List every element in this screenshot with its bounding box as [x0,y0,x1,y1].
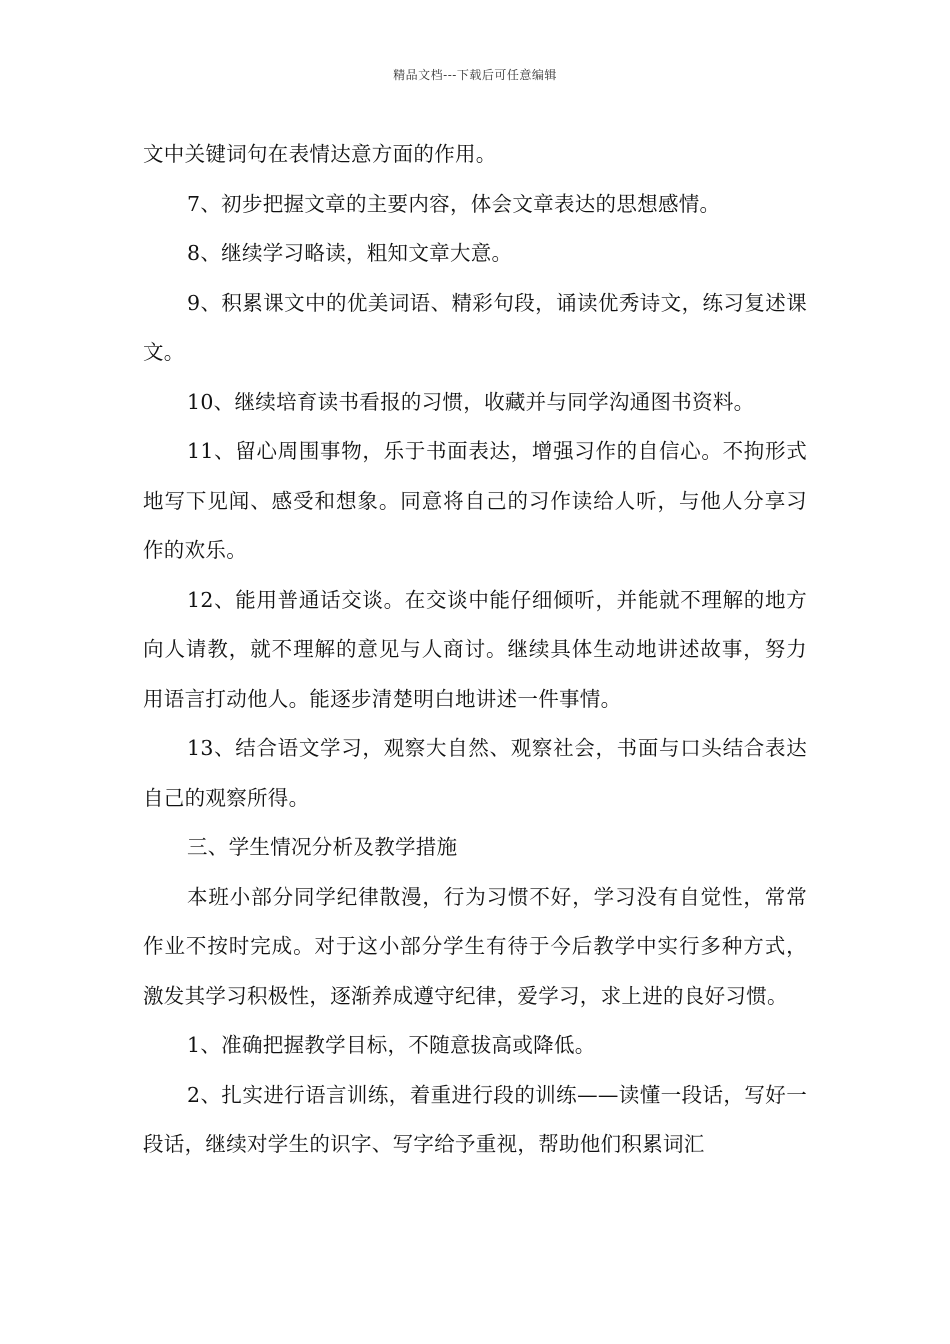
document-body [143,130,807,1170]
page-header: 精品文档---下载后可任意编辑 [393,68,557,82]
paragraph-item-7: 7、初步把握文章的主要内容，体会文章表达的思想感情。 [187,191,721,216]
paragraph-item-10: 10、继续培育读书看报的习惯，收藏并与同学沟通图书资料。 [187,389,755,414]
paragraph-continuation: 文中关键词句在表情达意方面的作用。 [143,142,497,166]
paragraph-item-9: 9、积累课文中的优美词语、精彩句段，诵读优秀诗文，练习复述课文。 [143,290,807,364]
paragraph-measure-2: 2、扎实进行语言训练，着重进行段的训练——读懂一段话，写好一段话，继续对学生的识字、写字给予重视，帮助他们积累词汇 [143,1082,807,1156]
paragraph-item-8: 8、继续学习略读，粗知文章大意。 [187,241,513,265]
paragraph-item-12: 12、能用普通话交谈。在交谈中能仔细倾听，并能就不理解的地方向人请教，就不理解的意见与人商讨。继续具体生动地讲述故事，努力用语言打动他人。能逐步清楚明白地讲述一件事情。 [143,587,807,711]
paragraph-analysis: 本班小部分同学纪律散漫，行为习惯不好，学习没有自觉性，常常作业不按时完成。对于这小部分学生有待于今后教学中实行多种方式，激发其学习积极性，逐渐养成遵守纪律，爱学习，求上进的良好习惯。 [143,884,807,1008]
section-heading: 三、学生情况分析及教学措施 [187,835,458,859]
paragraph-item-13: 13、结合语文学习，观察大自然、观察社会，书面与口头结合表达自己的观察所得。 [143,736,807,810]
paragraph-item-11: 11、留心周围事物，乐于书面表达，增强习作的自信心。不拘形式地写下见闻、感受和想象。同意将自己的习作读给人听，与他人分享习作的欢乐。 [143,439,807,562]
paragraph-measure-1: 1、准确把握教学目标，不随意拔高或降低。 [187,1033,596,1057]
